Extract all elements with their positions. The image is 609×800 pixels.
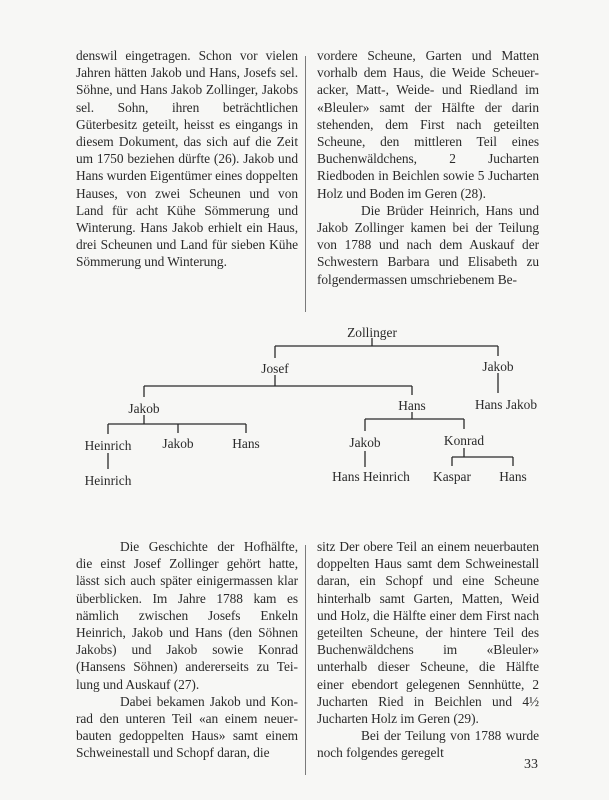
tree-node-hans-heinrich: Hans Heinrich	[332, 469, 410, 484]
tree-node-jakob: Jakob	[128, 401, 160, 416]
column-divider	[305, 545, 306, 775]
paragraph: Die Geschichte der Hofhälfte, die einst Josef Zollinger gehört hatte, lässt sich auch später einigermassen klar überblicken. Im Jahre 1788 kam es nämlich zwischen Josefs Enkeln Heinrich, Jakob und Hans (den Söhnen Jakobs) und Jakob sowie Konrad (Hansens Söhnen) andererseits zu Teilung und Auskauf (27).	[76, 539, 298, 692]
tree-node-hans: Hans	[398, 398, 426, 413]
top-right-column	[317, 47, 539, 288]
tree-node-hans: Hans	[232, 436, 260, 451]
tree-node-heinrich: Heinrich	[84, 438, 132, 453]
bottom-right-column	[317, 538, 539, 762]
tree-node-zollinger: Zollinger	[347, 325, 397, 340]
column-divider	[305, 56, 306, 312]
tree-node-konrad: Konrad	[443, 433, 485, 448]
page-number: 33	[524, 757, 538, 772]
paragraph: sitz Der obere Teil an einem neuerbauten doppelten Haus samt dem Schweinestall daran, ein Schopf und eine Scheune hinterhalb samt Garten, Matten, Weid und Holz, die Hälfte einer dem First nach geteilten Scheune, der hintere Teil des Buchenwäldchens im «Bleuler» unterhalb dieser Scheune, die Hälfte einer ebendort gelegenen Sennhütte, 2 Jucharten Ried in Beichlen und 4½ Jucharten Holz im Geren (29).	[317, 539, 539, 727]
tree-node-kaspar: Kaspar	[433, 469, 471, 484]
tree-node-heinrich: Heinrich	[84, 473, 132, 488]
paragraph: vordere Scheune, Garten und Matten vorhalb dem Haus, die Weide Scheueracker, Matt-, Weide- und Riedland im «Bleuler» samt der Hälfte der darin stehenden, dem First nach geteilten Scheune, den mittleren Teil eines Buchenwäldchens, 2 Jucharten Riedboden in Beichlen sowie 5 Jucharten Holz und Boden im Geren (28).	[317, 48, 539, 201]
paragraph: Bei der Teilung von 1788 wurde noch folgendes geregelt	[317, 728, 539, 761]
top-left-column	[76, 47, 298, 271]
paragraph: denswil eingetragen. Schon vor vielen Jahren hätten Jakob und Hans, Josefs sel. Söhne, und Hans Jakob Zollinger, Jakobs sel. Sohn, ihren beträchtlichen Güterbesitz geteilt, heisst es eingangs in diesem Dokument, das sich auf die Zeit um 1750 beziehen dürfte (26). Jakob und Hans wurden Eigentümer eines doppelten Hauses, von zwei Scheunen und von Land für acht Kühe Sömmerung und Winterung. Hans Jakob erhielt ein Haus, drei Scheunen und Land für sieben Kühe Sömmerung und Winterung.	[76, 48, 298, 270]
tree-node-josef: Josef	[261, 361, 289, 376]
tree-node-jakob: Jakob	[349, 435, 381, 450]
tree-node-jakob: Jakob	[162, 436, 194, 451]
tree-node-hans: Hans	[499, 469, 527, 484]
tree-node-hans-jakob: Hans Jakob	[474, 397, 538, 412]
tree-node-jakob: Jakob	[482, 359, 514, 374]
paragraph: Dabei bekamen Jakob und Konrad den unteren Teil «an einem neuerbauten gedoppelten Haus» samt einem Schweinestall und Schopf daran, die	[76, 693, 298, 761]
paragraph: Die Brüder Heinrich, Hans und Jakob Zollinger kamen bei der Teilung von 1788 und nach dem Auskauf der Schwestern Barbara und Elisabeth zu folgendermassen umschriebenem Be-	[317, 202, 539, 287]
bottom-left-column	[76, 538, 298, 762]
